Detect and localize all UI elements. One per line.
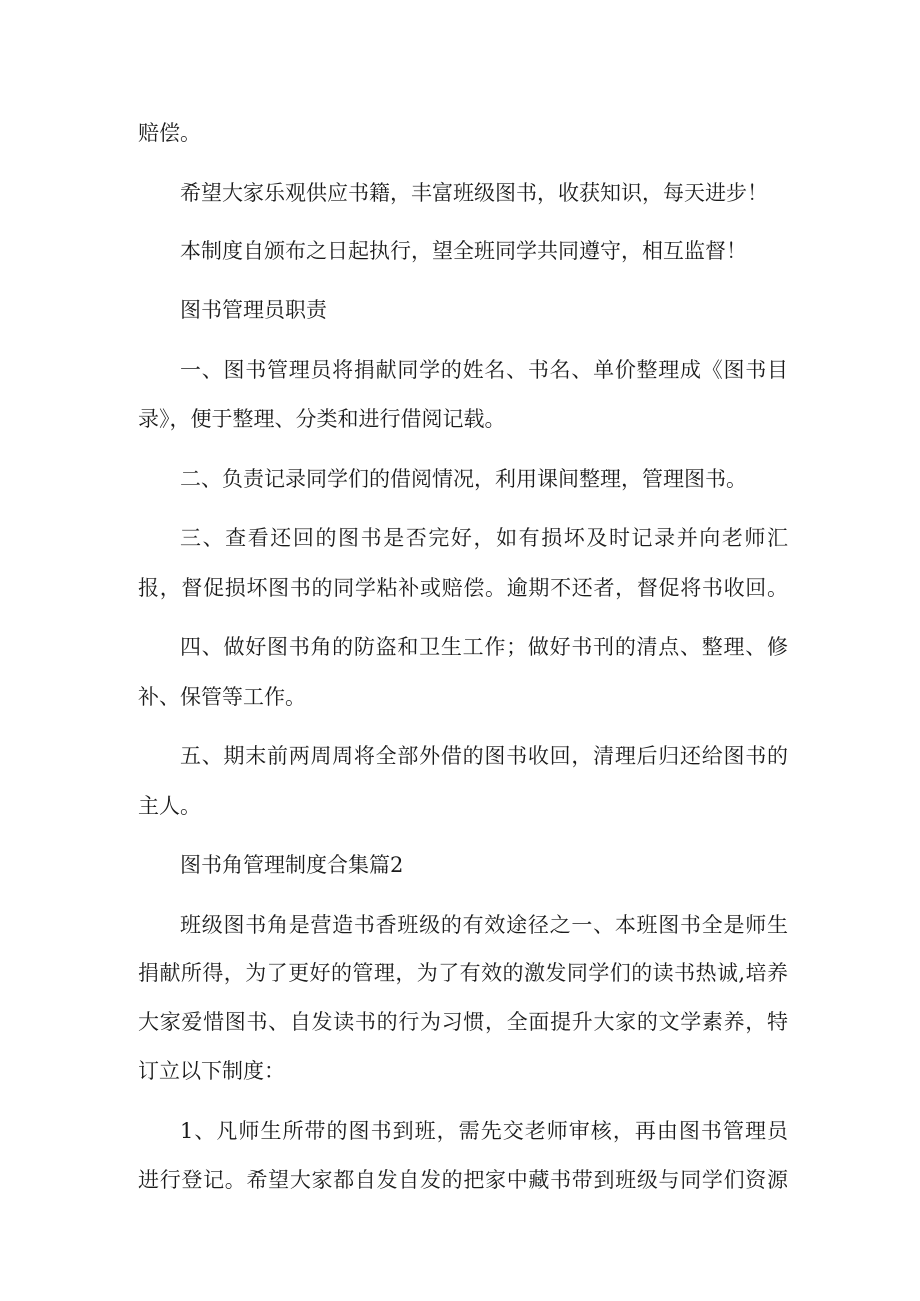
text-line: 录》，便于整理、分类和进行借阅记载。 [138, 407, 506, 431]
text-line: 补、保管等工作。 [138, 685, 306, 709]
text-line: 赔偿。 [138, 121, 201, 145]
text-line: 订立以下制度： [138, 1059, 285, 1083]
section-heading: 图书角管理制度合集篇2 [180, 853, 404, 877]
text-line: 二、负责记录同学们的借阅情况，利用课间整理，管理图书。 [180, 467, 747, 491]
text-line: 大家爱惜图书、自发读书的行为习惯，全面提升大家的文学素养，特 [138, 1010, 788, 1034]
text-line: 三、查看还回的图书是否完好，如有损坏及时记录并向老师汇 [180, 526, 788, 550]
text-line: 1、凡师生所带的图书到班，需先交老师审核，再由图书管理员 [180, 1119, 788, 1143]
text-line: 一、图书管理员将捐献同学的姓名、书名、单价整理成《图书目 [180, 358, 788, 382]
text-line: 本制度自颁布之日起执行，望全班同学共同遵守，相互监督！ [180, 239, 747, 263]
text-line: 希望大家乐观供应书籍，丰富班级图书，收获知识，每天进步！ [180, 181, 768, 205]
text-line: 报，督促损坏图书的同学粘补或赔偿。逾期不还者，督促将书收回。 [138, 576, 788, 600]
text-line: 捐献所得，为了更好的管理，为了有效的激发同学们的读书热诚,培养 [138, 961, 788, 985]
text-line: 五、期末前两周周将全部外借的图书收回，清理后归还给图书的 [180, 744, 788, 768]
section-heading: 图书管理员职责 [180, 298, 327, 322]
text-line: 四、做好图书角的防盗和卫生工作；做好书刊的清点、整理、修 [180, 635, 788, 659]
text-line: 进行登记。希望大家都自发自发的把家中藏书带到班级与同学们资源 [138, 1168, 788, 1192]
text-line: 班级图书角是营造书香班级的有效途径之一、本班图书全是师生 [180, 913, 788, 937]
text-line: 主人。 [138, 794, 201, 818]
